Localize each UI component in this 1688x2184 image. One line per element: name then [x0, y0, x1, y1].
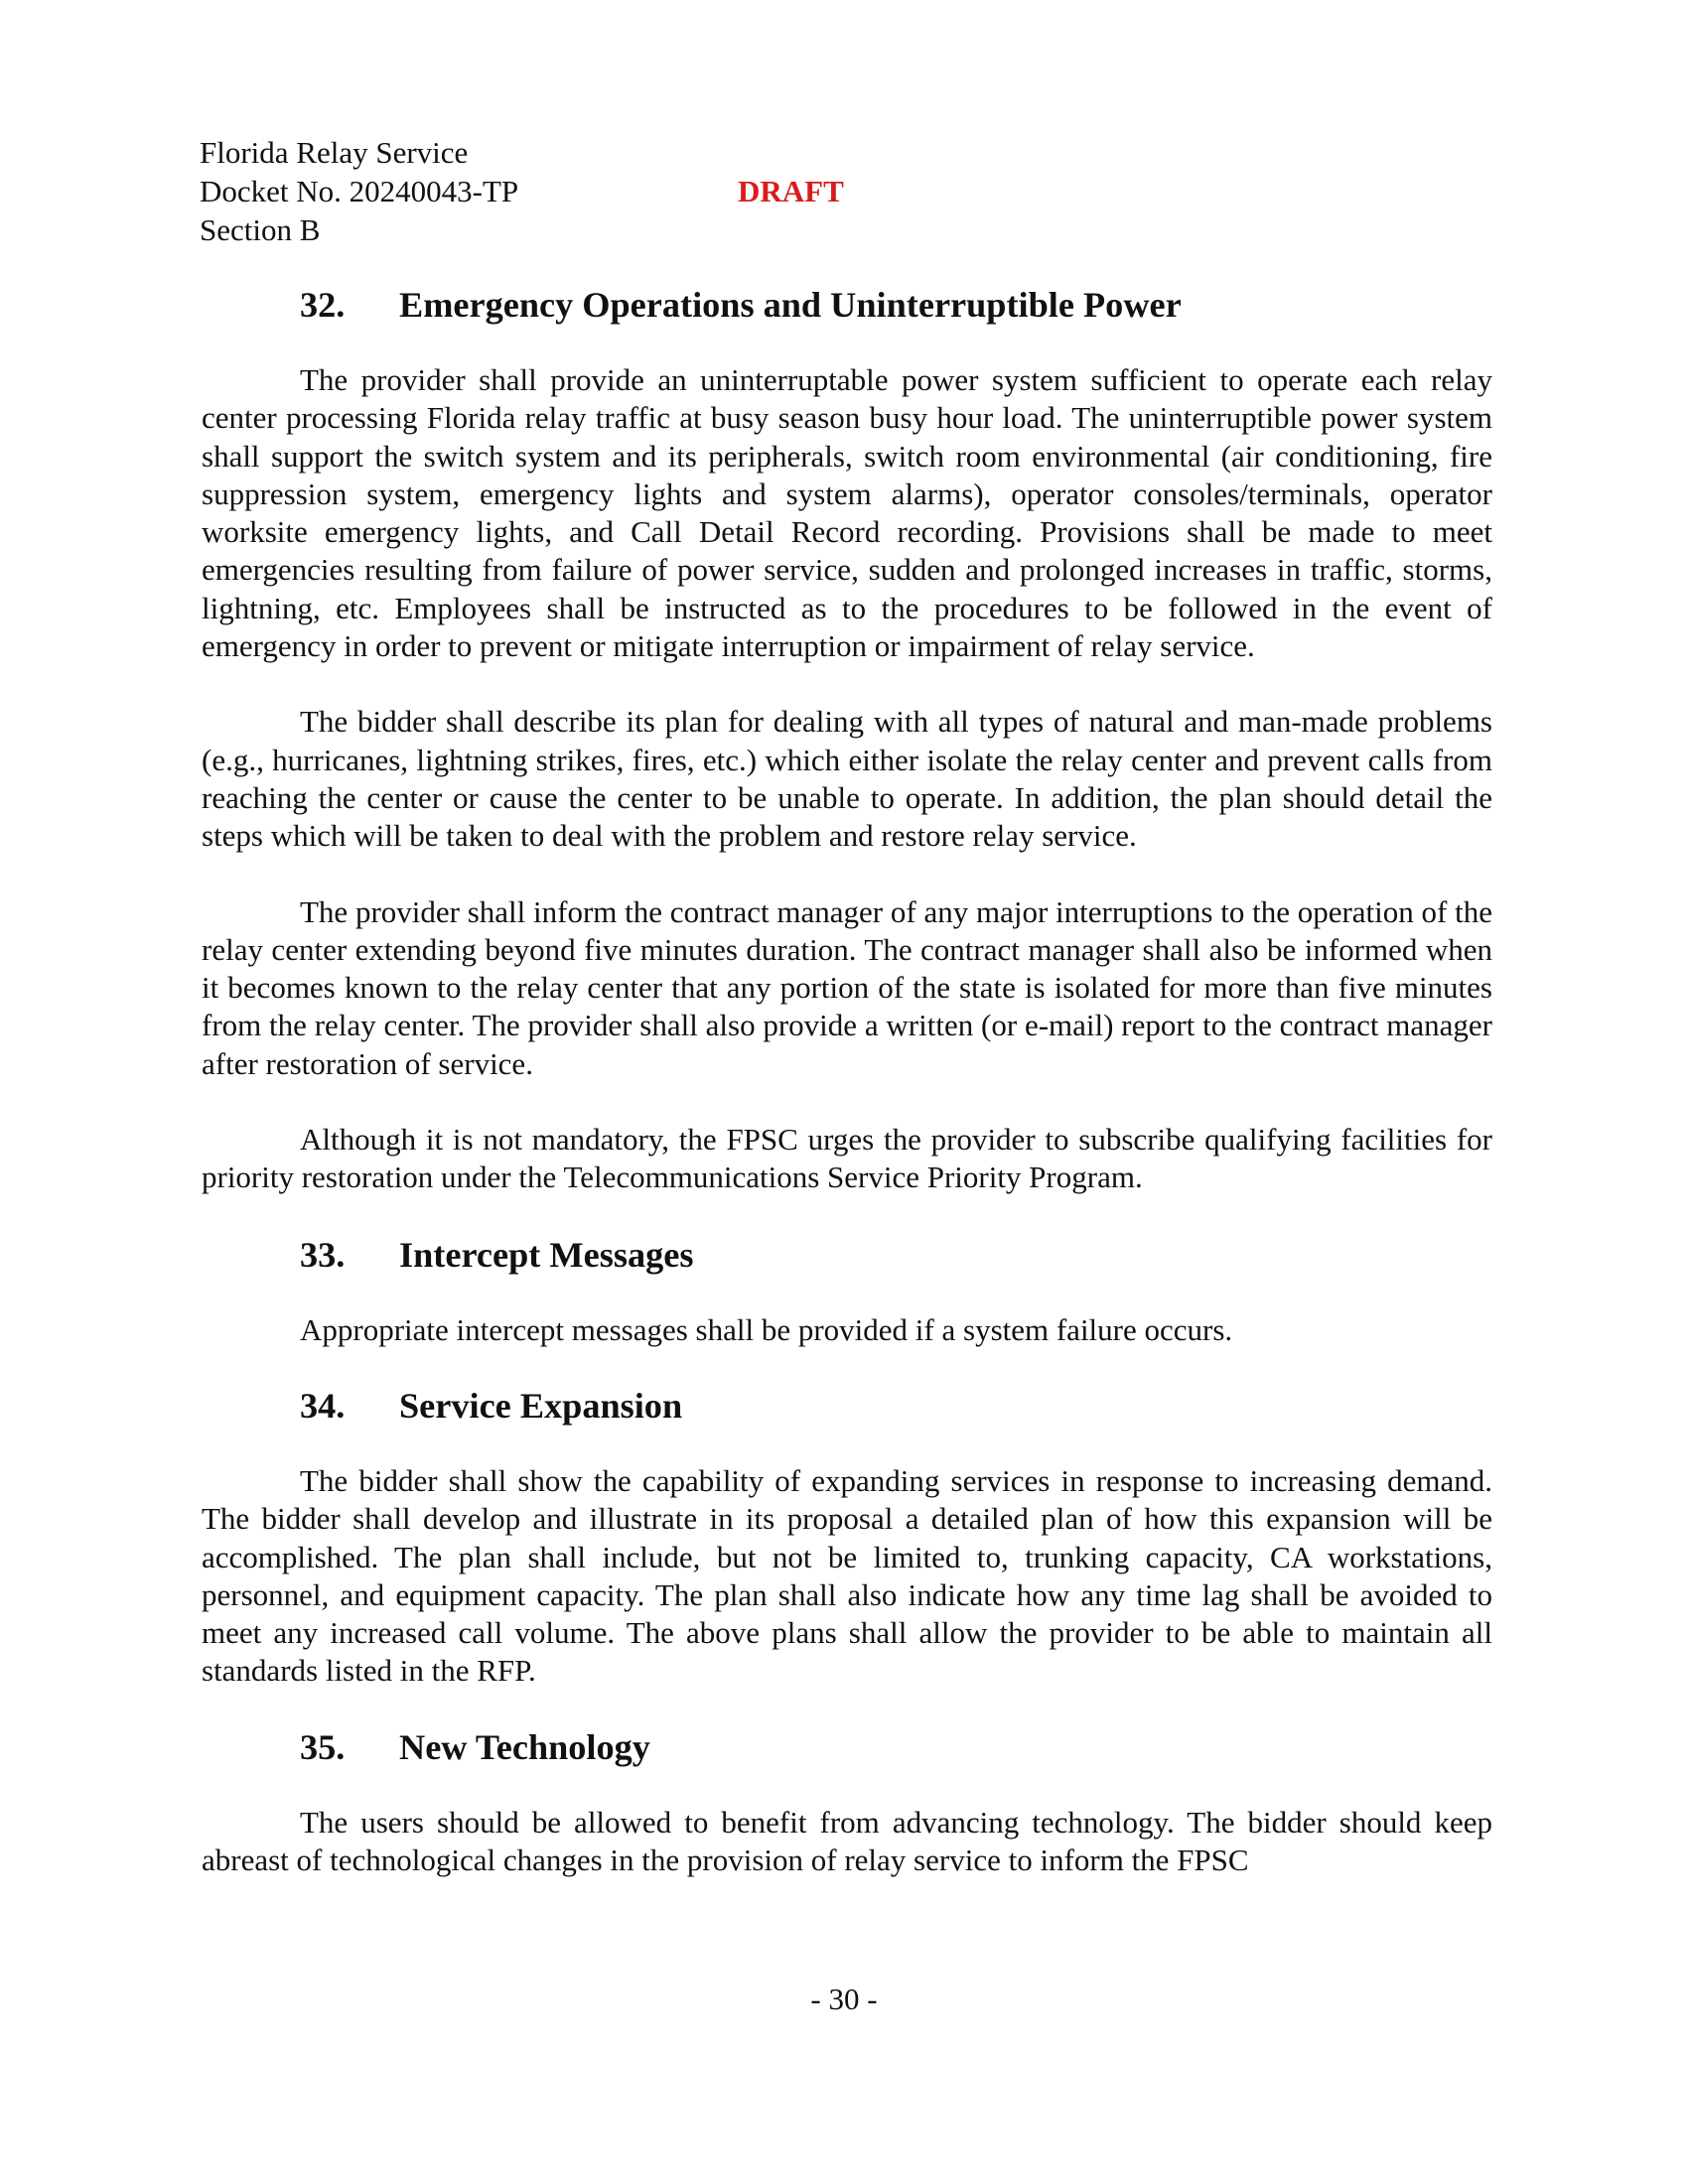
section-heading-35 — [202, 1728, 1492, 1766]
section-heading-33 — [202, 1236, 1492, 1274]
section-heading-34 — [202, 1387, 1492, 1425]
section-title: Intercept Messages — [399, 1234, 694, 1275]
paragraph: The provider shall inform the contract manager of any major interruptions to the operation of the relay center extending beyond five minutes duration. The contract manager shall also be informed when it becomes known to the relay center that any portion of the state is isolated for more than five minutes from the relay center. The provider shall also provide a written (or e-mail) report to the contract manager after restoration of service. — [202, 893, 1492, 1081]
header-section: Section B — [200, 212, 321, 247]
paragraph: The users should be allowed to benefit from advancing technology. The bidder should keep abreast of technological changes in the provision of relay service to inform the FPSC — [202, 1804, 1492, 1878]
header-service-name: Florida Relay Service — [200, 135, 469, 170]
paragraph: Appropriate intercept messages shall be provided if a system failure occurs. — [300, 1311, 1233, 1347]
draft-stamp: DRAFT — [738, 174, 844, 208]
section-number: 35. — [300, 1726, 346, 1767]
section-number: 34. — [300, 1385, 346, 1426]
section-heading-32 — [202, 286, 1492, 324]
section-title: Service Expansion — [399, 1385, 683, 1426]
section-title: New Technology — [399, 1726, 650, 1767]
section-number: 32. — [300, 285, 346, 325]
paragraph: Although it is not mandatory, the FPSC urges the provider to subscribe qualifying facilities for priority restoration under the Telecommunications Service Priority Program. — [202, 1122, 1492, 1195]
page-number: - 30 - — [810, 1981, 878, 2016]
document-header — [200, 133, 518, 249]
section-number: 33. — [300, 1234, 346, 1275]
document-body — [202, 286, 1492, 1879]
section-title: Emergency Operations and Uninterruptible Power — [399, 285, 1182, 325]
paragraph: The bidder shall describe its plan for dealing with all types of natural and man-made problems (e.g., hurricanes, lightning strikes, fires, etc.) which either isolate the relay center and prevent calls from reaching the center or cause the center to be unable to operate. In addition, the plan should detail the steps which will be taken to deal with the problem and restore relay service. — [202, 704, 1492, 854]
header-docket-number: Docket No. 20240043-TP — [200, 174, 519, 208]
paragraph: The provider shall provide an uninterruptable power system sufficient to operate each relay center processing Florida relay traffic at busy season busy hour load. The uninterruptible power system shall support the switch system and its peripherals, switch room environmental (air conditioning, fire suppression system, emergency lights and system alarms), operator consoles/terminals, operator worksite emergency lights, and Call Detail Record recording. Provisions shall be made to meet emergencies resulting from failure of power service, sudden and prolonged increases in traffic, storms, lightning, etc. Employees shall be instructed as to the procedures to be followed in the event of emergency in order to prevent or mitigate interruption or impairment of relay service. — [202, 362, 1492, 664]
paragraph: The bidder shall show the capability of expanding services in response to increasing demand. The bidder shall develop and illustrate in its proposal a detailed plan of how this expansion will be accomplished. The plan shall include, but not be limited to, trunking capacity, CA workstations, personnel, and equipment capacity. The plan shall also indicate how any time lag shall be avoided to meet any increased call volume. The above plans shall allow the provider to be able to maintain all standards listed in the RFP. — [202, 1462, 1492, 1689]
